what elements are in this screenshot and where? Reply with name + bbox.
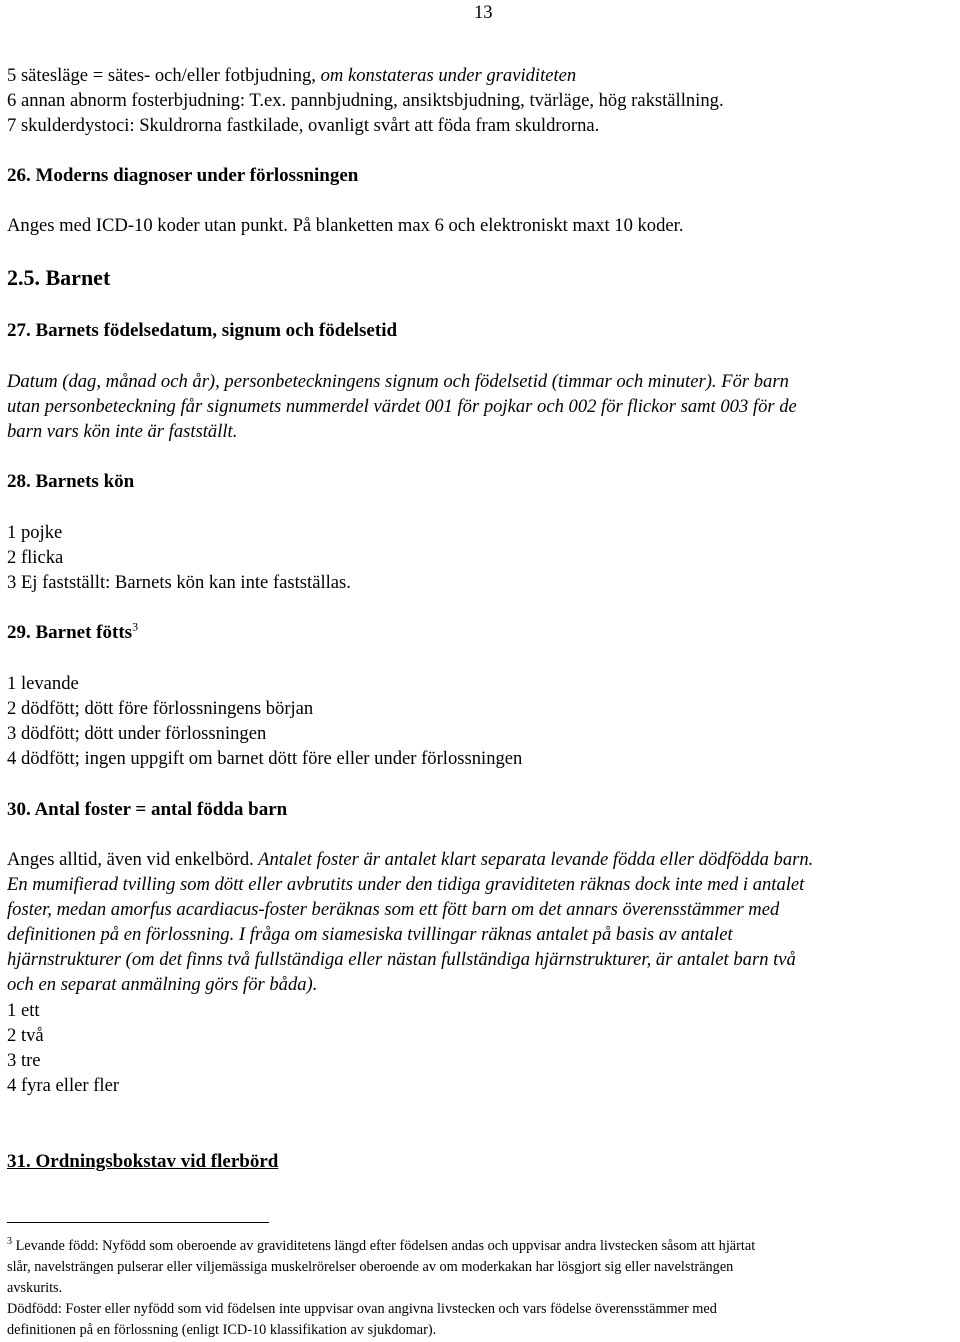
- list-item: 1 ett: [7, 1000, 40, 1021]
- heading-barnet: 2.5. Barnet: [7, 265, 111, 290]
- footnote-text: Levande född: Nyfödd som oberoende av graviditetens längd efter födelsen andas och uppvisar andra livstecken såsom att hjärtat: [12, 1238, 756, 1254]
- paragraph-30-line3: foster, medan amorfus acardiacus-foster beräknas som ett fött barn om det annars överensstämmer med: [7, 899, 780, 920]
- list-item: 3 tre: [7, 1050, 41, 1071]
- footnote-ref: 3: [132, 619, 139, 634]
- paragraph-27-line1: [7, 369, 789, 394]
- text-italic: Antalet foster är antalet klart separata levande födda eller dödfödda barn.: [253, 849, 814, 870]
- list-item: 2 två: [7, 1025, 44, 1046]
- footnote-line5: definitionen på en förlossning (enligt ICD-10 klassifikation av sjukdomar).: [7, 1322, 437, 1338]
- paragraph-30-line5: hjärnstrukturer (om det finns två fullständiga eller nästan fullständiga hjärnstrukturer, är antalet barn två: [7, 949, 796, 970]
- heading-28: 28. Barnets kön: [7, 471, 135, 492]
- paragraph-26: Anges med ICD-10 koder utan punkt. På blanketten max 6 och elektroniskt maxt 10 koder.: [7, 215, 684, 236]
- heading-27: 27. Barnets födelsedatum, signum och födelsetid: [7, 320, 398, 341]
- text-italic: För barn: [716, 371, 789, 392]
- text-italic: om konstateras under graviditeten: [320, 65, 577, 86]
- text: 5 sätesläge = sätes- och/eller fotbjudning,: [7, 65, 321, 86]
- list-item: 4 fyra eller fler: [7, 1075, 120, 1096]
- paragraph-30-line1: [7, 847, 813, 872]
- list-item: 2 dödfött; dött före förlossningens början: [7, 698, 314, 719]
- heading-text: 29. Barnet fötts: [7, 622, 133, 643]
- footnote-number: 3: [7, 1236, 12, 1248]
- page-number: 13: [474, 2, 493, 23]
- paragraph-30-line2: En mumifierad tvilling som dött eller avbrutits under den tidiga graviditeten räknas dock inte med i antalet: [7, 874, 805, 895]
- list-item: 3 dödfött; dött under förlossningen: [7, 723, 267, 744]
- line-sateslage: [7, 63, 576, 88]
- list-item: 1 pojke: [7, 522, 63, 543]
- footnote-line2: slår, navelsträngen pulserar eller viljemässiga muskelrörelser oberoende av om moderkakan har lösgjort sig eller navelsträngen: [7, 1259, 734, 1275]
- paragraph-27-line3: barn vars kön inte är fastställt.: [7, 421, 238, 442]
- heading-29: [7, 620, 138, 645]
- heading-26: 26. Moderns diagnoser under förlossningen: [7, 165, 359, 186]
- list-item: 4 dödfött; ingen uppgift om barnet dött före eller under förlossningen: [7, 748, 523, 769]
- heading-31: 31. Ordningsbokstav vid flerbörd: [7, 1151, 279, 1172]
- paragraph-27-line2: utan personbeteckning får signumets nummerdel värdet 001 för pojkar och 002 för flickor samt 003 för de: [7, 396, 797, 417]
- text-italic: Datum (dag, månad och år), personbeteckningens signum och födelsetid (timmar och minuter).: [7, 371, 717, 392]
- heading-30: 30. Antal foster = antal födda barn: [7, 799, 288, 820]
- paragraph-30-line4: definitionen på en förlossning. I fråga om siamesiska tvillingar räknas antalet på basis av antalet: [7, 924, 733, 945]
- footnote-line3: avskurits.: [7, 1280, 63, 1296]
- footnote-line1: [7, 1236, 755, 1256]
- list-item: 2 flicka: [7, 547, 64, 568]
- paragraph-30-line6: och en separat anmälning görs för båda).: [7, 974, 318, 995]
- footnote-divider: [7, 1222, 269, 1223]
- footnote-line4: Dödfödd: Foster eller nyfödd som vid födelsen inte uppvisar ovan angivna livstecken och vars födelse överensstämmer med: [7, 1301, 717, 1317]
- list-item: 1 levande: [7, 673, 79, 694]
- line-fosterbjudning: 6 annan abnorm fosterbjudning: T.ex. pannbjudning, ansiktsbjudning, tvärläge, hög rakställning.: [7, 90, 724, 111]
- text: Anges alltid, även vid enkelbörd.: [7, 849, 254, 870]
- line-skulderdystoci: 7 skulderdystoci: Skuldrorna fastkilade, ovanligt svårt att föda fram skuldrorna.: [7, 115, 600, 136]
- list-item: 3 Ej fastställt: Barnets kön kan inte fastställas.: [7, 572, 351, 593]
